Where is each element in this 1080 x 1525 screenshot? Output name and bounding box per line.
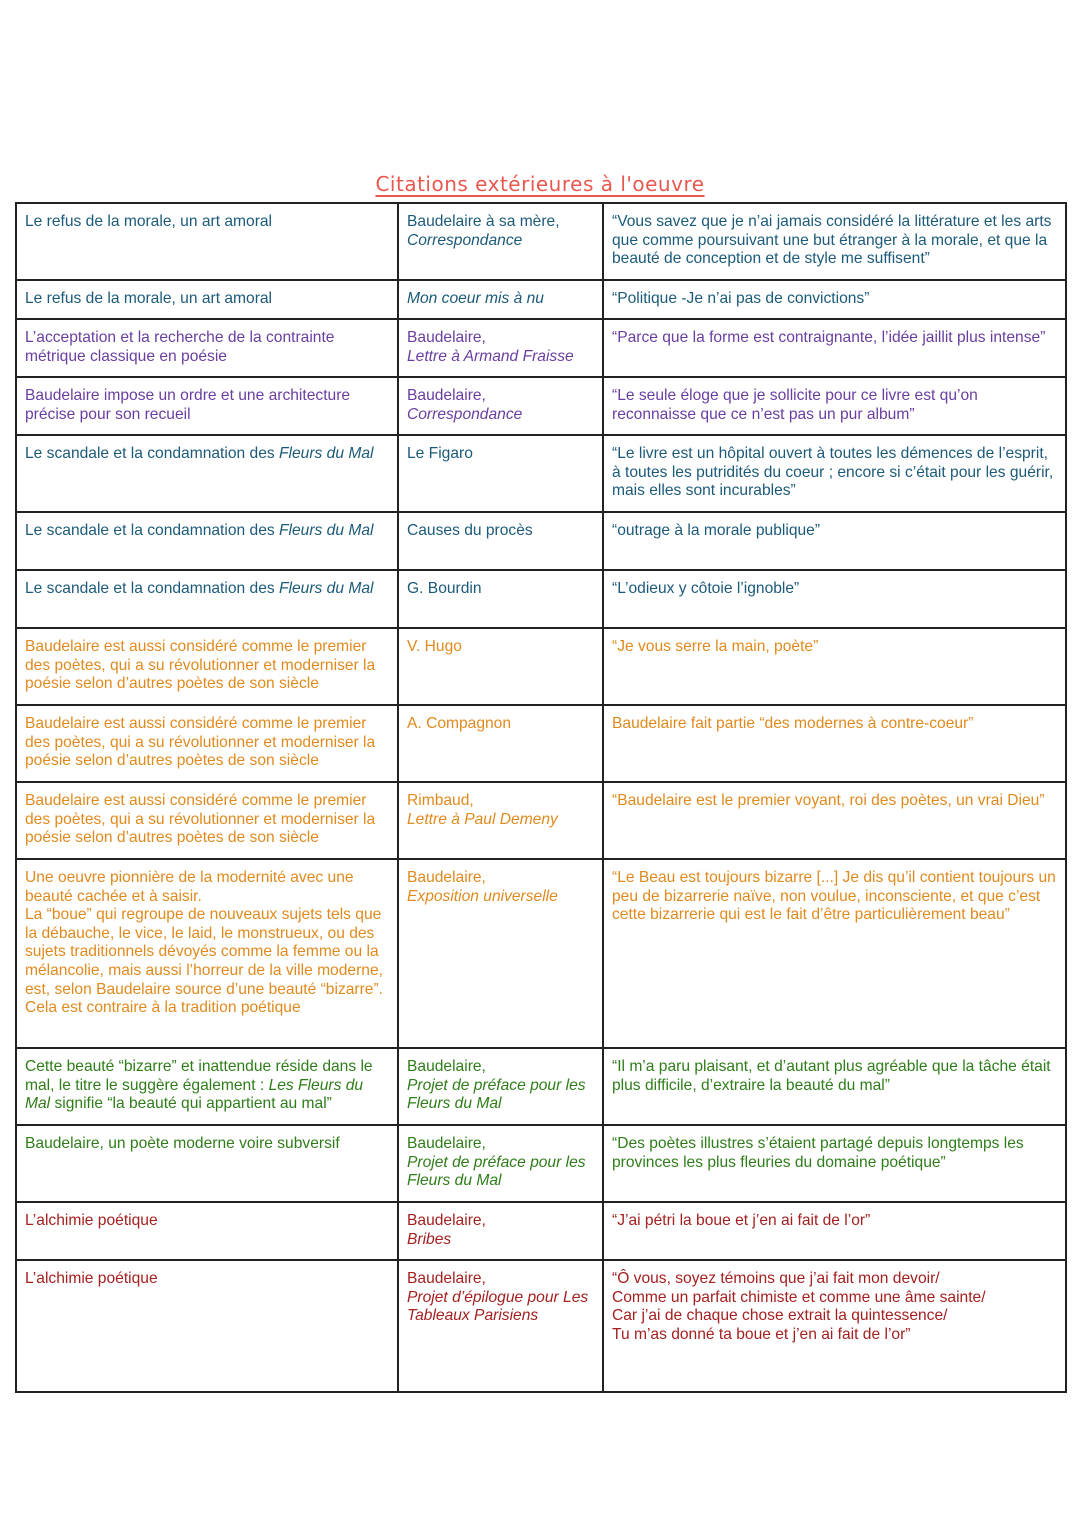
source-segment: Le Figaro	[407, 445, 473, 462]
quote-text: “outrage à la morale publique”	[612, 522, 821, 539]
quote-cell	[603, 859, 1066, 1048]
theme-segment: Baudelaire, un poète moderne voire subversif	[25, 1135, 340, 1152]
source-cell	[398, 1048, 603, 1125]
theme-cell	[16, 512, 398, 570]
quote-cell	[603, 377, 1066, 435]
theme-cell	[16, 435, 398, 512]
theme-cell	[16, 705, 398, 782]
theme-segment: Fleurs du Mal	[279, 522, 374, 539]
theme-cell	[16, 1202, 398, 1260]
source-segment: Correspondance	[407, 405, 523, 423]
source-segment: Mon coeur mis à nu	[407, 290, 544, 307]
source-segment: Baudelaire,	[407, 329, 486, 346]
table-row	[16, 1202, 1066, 1260]
theme-segment: Baudelaire est aussi considéré comme le premier des poètes, qui a su révolutionner et moderniser la poésie selon d’autres poètes de son siècle	[25, 792, 376, 847]
theme-segment: La “boue” qui regroupe de nouveaux sujets tels que la débauche, le vice, le laid, le monstrueux, ou des sujets traditionnels dévoyés comme la femme ou la mélancolie, mais aussi l’horreur de la ville moderne, est, selon Baudelaire source d’une beauté “bizarre”. Cela est contraire à la tradition poétique	[25, 906, 384, 1017]
source-cell	[398, 1260, 603, 1392]
theme-cell	[16, 859, 398, 1048]
theme-segment: Baudelaire est aussi considéré comme le premier des poètes, qui a su révolutionner et moderniser la poésie selon d’autres poètes de son siècle	[25, 715, 376, 770]
source-cell	[398, 859, 603, 1048]
source-cell	[398, 1202, 603, 1260]
source-segment: Baudelaire,	[407, 1270, 486, 1287]
source-cell	[398, 570, 603, 628]
quote-text: Car j’ai de chaque chose extrait la quintessence/	[612, 1307, 948, 1325]
source-segment: Lettre à Paul Demeny	[407, 810, 558, 828]
source-segment: Baudelaire,	[407, 387, 486, 404]
quote-cell	[603, 1125, 1066, 1202]
theme-segment: L’alchimie poétique	[25, 1270, 158, 1287]
table-row	[16, 319, 1066, 377]
theme-cell	[16, 1260, 398, 1392]
source-segment: Baudelaire,	[407, 1212, 486, 1229]
quotes-table-body	[16, 203, 1066, 1392]
quote-text: “J’ai pétri la boue et j’en ai fait de l’or”	[612, 1212, 871, 1229]
table-row	[16, 1125, 1066, 1202]
quote-cell	[603, 203, 1066, 280]
quote-cell	[603, 319, 1066, 377]
source-cell	[398, 782, 603, 859]
theme-segment: Le refus de la morale, un art amoral	[25, 213, 273, 230]
quote-text: Tu m’as donné ta boue et j’en ai fait de l’or”	[612, 1325, 911, 1343]
quote-text: Comme un parfait chimiste et comme une âme sainte/	[612, 1288, 986, 1306]
quote-text: “Des poètes illustres s’étaient partagé depuis longtemps les provinces les plus fleuries du domaine poétique”	[612, 1135, 1024, 1171]
theme-cell	[16, 1125, 398, 1202]
theme-segment: signifie “la beauté qui appartient au mal”	[50, 1095, 332, 1113]
theme-segment: Le scandale et la condamnation des	[25, 580, 280, 597]
source-segment: Projet de préface pour les Fleurs du Mal	[407, 1076, 586, 1113]
table-row	[16, 435, 1066, 512]
page-title: Citations extérieures à l'oeuvre	[375, 172, 705, 196]
source-segment: Baudelaire,	[407, 1135, 486, 1152]
source-segment: Causes du procès	[407, 522, 533, 539]
table-row	[16, 1048, 1066, 1125]
source-cell	[398, 512, 603, 570]
quote-text: “Vous savez que je n’ai jamais considéré la littérature et les arts que comme poursuivant une but étranger à la morale, et que la beauté de conception et de style me suffisent”	[612, 213, 1052, 268]
quote-text: “Il m’a paru plaisant, et d’autant plus agréable que la tâche était plus difficile, d’extraire la beauté du mal”	[612, 1058, 1051, 1094]
source-cell	[398, 628, 603, 705]
source-segment: Projet d’épilogue pour Les Tableaux Parisiens	[407, 1288, 589, 1325]
source-segment: V. Hugo	[407, 638, 462, 655]
source-segment: Baudelaire,	[407, 869, 486, 886]
table-row	[16, 782, 1066, 859]
theme-segment: Baudelaire est aussi considéré comme le premier des poètes, qui a su révolutionner et moderniser la poésie selon d’autres poètes de son siècle	[25, 638, 376, 693]
quote-text: “Le seule éloge que je sollicite pour ce livre est qu’on reconnaisse que ce n’est pas un pur album”	[612, 387, 978, 423]
quote-text: Baudelaire fait partie “des modernes à contre-coeur”	[612, 715, 974, 732]
theme-cell	[16, 570, 398, 628]
table-row	[16, 628, 1066, 705]
theme-segment: Le scandale et la condamnation des	[25, 522, 280, 539]
quote-text: “Ô vous, soyez témoins que j’ai fait mon devoir/	[612, 1270, 940, 1287]
theme-cell	[16, 377, 398, 435]
quote-cell	[603, 280, 1066, 319]
source-segment: A. Compagnon	[407, 715, 512, 732]
quotes-table	[15, 202, 1067, 1393]
table-row	[16, 203, 1066, 280]
theme-segment: L’acceptation et la recherche de la contrainte métrique classique en poésie	[25, 329, 335, 365]
theme-segment: Les Fleurs du Mal	[25, 1076, 364, 1113]
table-row	[16, 705, 1066, 782]
theme-segment: Le refus de la morale, un art amoral	[25, 290, 273, 307]
source-segment: Rimbaud,	[407, 792, 474, 809]
source-segment: Correspondance	[407, 231, 523, 249]
theme-cell	[16, 1048, 398, 1125]
source-segment: G. Bourdin	[407, 580, 482, 597]
quote-text: “Le Beau est toujours bizarre [...] Je dis qu’il contient toujours un peu de bizarrerie naïve, non voulue, inconsciente, et que c’est cette bizarrerie qui est le fait d’être particulièrement beau”	[612, 869, 1056, 924]
quote-text: “Je vous serre la main, poète”	[612, 638, 819, 655]
source-cell	[398, 280, 603, 319]
source-cell	[398, 377, 603, 435]
theme-segment: Le scandale et la condamnation des	[25, 445, 280, 462]
theme-segment: Baudelaire impose un ordre et une architecture précise pour son recueil	[25, 387, 351, 423]
theme-segment: Cette beauté “bizarre” et inattendue réside dans le mal, le titre le suggère également :	[25, 1058, 373, 1094]
source-cell	[398, 203, 603, 280]
table-row	[16, 1260, 1066, 1392]
quote-cell	[603, 1260, 1066, 1392]
theme-cell	[16, 628, 398, 705]
source-segment: Baudelaire,	[407, 1058, 486, 1075]
source-cell	[398, 435, 603, 512]
table-row	[16, 570, 1066, 628]
theme-segment: L’alchimie poétique	[25, 1212, 158, 1229]
theme-segment: Fleurs du Mal	[279, 445, 374, 462]
source-segment: Baudelaire à sa mère,	[407, 213, 560, 230]
quote-text: “Le livre est un hôpital ouvert à toutes les démences de l’esprit, à toutes les putridités du coeur ; encore si c’était pour les guérir, mais elles sont incurables”	[612, 445, 1054, 500]
quote-text: “Politique -Je n’ai pas de convictions”	[612, 290, 870, 307]
quote-cell	[603, 1048, 1066, 1125]
source-segment: Projet de préface pour les Fleurs du Mal	[407, 1153, 586, 1190]
theme-cell	[16, 319, 398, 377]
quote-cell	[603, 628, 1066, 705]
source-segment: Exposition universelle	[407, 887, 558, 905]
table-row	[16, 377, 1066, 435]
source-segment: Lettre à Armand Fraisse	[407, 347, 574, 365]
table-row	[16, 280, 1066, 319]
source-cell	[398, 1125, 603, 1202]
quote-text: “L’odieux y côtoie l’ignoble”	[612, 580, 800, 597]
source-cell	[398, 705, 603, 782]
table-row	[16, 512, 1066, 570]
source-cell	[398, 319, 603, 377]
theme-cell	[16, 203, 398, 280]
theme-cell	[16, 782, 398, 859]
source-segment: Bribes	[407, 1230, 452, 1248]
quote-cell	[603, 570, 1066, 628]
quote-cell	[603, 435, 1066, 512]
quote-cell	[603, 1202, 1066, 1260]
theme-segment: Une oeuvre pionnière de la modernité avec une beauté cachée et à saisir.	[25, 869, 354, 905]
quote-cell	[603, 782, 1066, 859]
theme-segment: Fleurs du Mal	[279, 580, 374, 597]
quote-text: “Parce que la forme est contraignante, l’idée jaillit plus intense”	[612, 329, 1046, 346]
table-row	[16, 859, 1066, 1048]
quote-cell	[603, 512, 1066, 570]
quote-text: “Baudelaire est le premier voyant, roi des poètes, un vrai Dieu”	[612, 792, 1045, 809]
theme-cell	[16, 280, 398, 319]
quote-cell	[603, 705, 1066, 782]
